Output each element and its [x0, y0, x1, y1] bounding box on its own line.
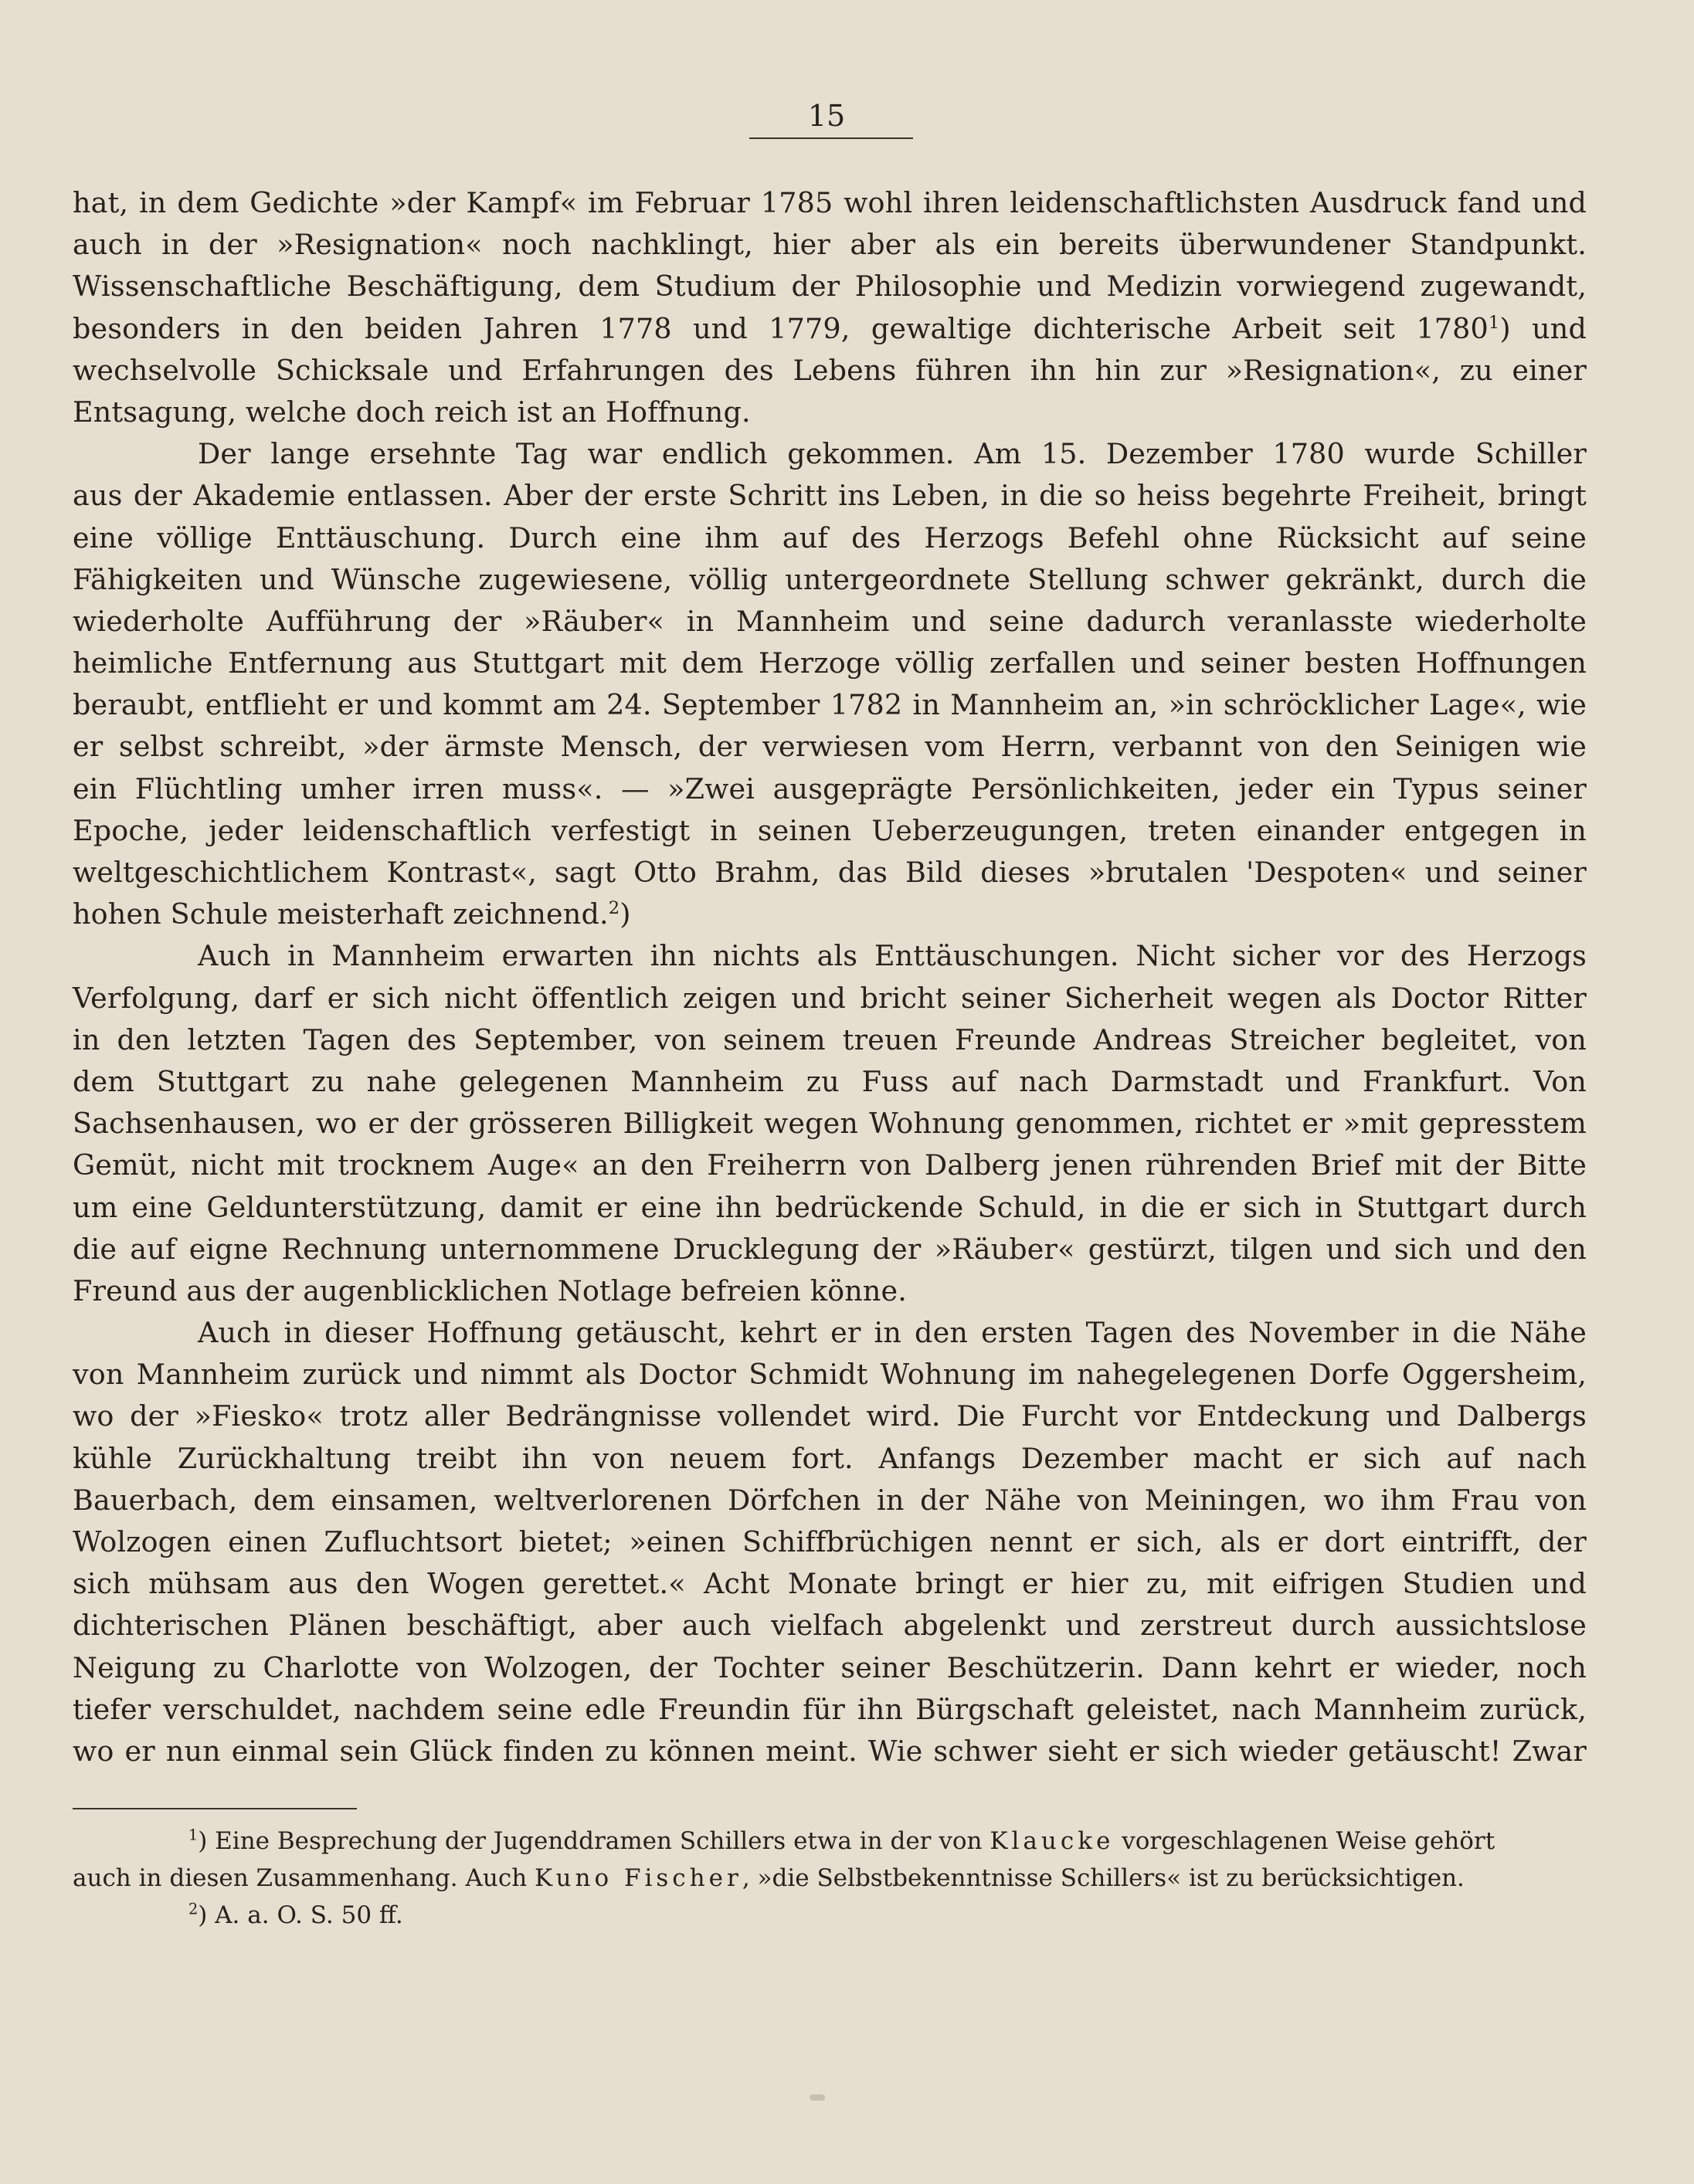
text-line: Epoche, jeder leidenschaftlich verfestigt in seinen Ueberzeugungen, treten einander entgegen in: [73, 813, 1587, 847]
text-line: die auf eigne Rechnung unternommene Drucklegung der »Räuber« gestürzt, tilgen und sich und den: [73, 1232, 1587, 1266]
footnote-author-name: Kuno Fischer: [535, 1864, 742, 1892]
text-line: Fähigkeiten und Wünsche zugewiesene, völlig untergeordnete Stellung schwer gekränkt, durch die: [73, 562, 1587, 596]
footnote-ref-2: 2: [608, 898, 620, 919]
header-rule: [749, 137, 913, 139]
footnote-text: ) A. a. O. S. 50 ff.: [198, 1901, 403, 1929]
text-line-with-footnote-ref: [73, 308, 1587, 350]
text-line: sich mühsam aus den Wogen gerettet.« Acht Monate bringt er hier zu, mit eifrigen Studien und: [73, 1567, 1587, 1601]
text-line: wo der »Fiesko« trotz aller Bedrängnisse vollendet wird. Die Furcht vor Entdeckung und Dalbergs: [73, 1399, 1587, 1433]
text-line: Verfolgung, darf er sich nicht öffentlich zeigen und bricht seiner Sicherheit wegen als Doctor Ritter: [73, 981, 1587, 1015]
text-line: weltgeschichtlichem Kontrast«, sagt Otto Brahm, das Bild dieses »brutalen 'Despoten« und seiner: [73, 856, 1587, 889]
text-line: auch in der »Resignation« noch nachklingt, hier aber als ein bereits überwundener Standpunkt.: [73, 228, 1587, 262]
text-line: Wolzogen einen Zufluchtsort bietet; »einen Schiffbrüchigen nennt er sich, als er dort eintrifft, der: [73, 1525, 1587, 1558]
footnote-ref-1: 1: [1488, 312, 1500, 333]
text-line: Der lange ersehnte Tag war endlich gekommen. Am 15. Dezember 1780 wurde Schiller: [198, 437, 1587, 471]
text-line: aus der Akademie entlassen. Aber der erste Schritt ins Leben, in die so heiss begehrte Freiheit, bringt: [73, 479, 1587, 513]
text-line: Auch in Mannheim erwarten ihn nichts als Enttäuschungen. Nicht sicher vor des Herzogs: [198, 939, 1587, 973]
text-line: in den letzten Tagen des September, von seinem treuen Freunde Andreas Streicher begleitet, von: [73, 1022, 1587, 1056]
text-line: Wissenschaftliche Beschäftigung, dem Studium der Philosophie und Medizin vorwiegend zugewandt,: [73, 270, 1587, 304]
footnote-ref-close: ): [620, 897, 631, 931]
text-line: Auch in dieser Hoffnung getäuscht, kehrt er in den ersten Tagen des November in die Nähe: [198, 1316, 1587, 1350]
text-line: dem Stuttgart zu nahe gelegenen Mannheim zu Fuss auf nach Darmstadt und Frankfurt. Von: [73, 1064, 1587, 1098]
text-line: ein Flüchtling umher irren muss«. — »Zwei ausgeprägte Persönlichkeiten, jeder ein Typus seiner: [73, 772, 1587, 805]
text-line: von Mannheim zurück und nimmt als Doctor Schmidt Wohnung im nahegelegenen Dorfe Oggersheim,: [73, 1358, 1587, 1392]
paper-stain: [810, 2094, 825, 2101]
page-number: 15: [807, 99, 846, 133]
text-line: Gemüt, nicht mit trocknem Auge« an den Freiherrn von Dalberg jenen rührenden Brief mit der Bitte: [73, 1148, 1587, 1182]
text-segment: und: [1532, 311, 1587, 345]
text-line: hat, in dem Gedichte »der Kampf« im Februar 1785 wohl ihren leidenschaftlichsten Ausdruck fand und: [73, 186, 1587, 219]
text-line: beraubt, entflieht er und kommt am 24. September 1782 in Mannheim an, »in schröcklicher Lage«, wie: [73, 688, 1587, 722]
footnote-marker-2: 2: [188, 1900, 199, 1918]
body-text: [73, 182, 1587, 1772]
footnote-author-name: Klaucke: [990, 1827, 1115, 1855]
footnote-text: ) Eine Besprechung der Jugenddramen Schillers etwa in der von: [198, 1827, 990, 1855]
footnote-ref-close: ): [1499, 311, 1511, 345]
text-line: eine völlige Enttäuschung. Durch eine ihm auf des Herzogs Befehl ohne Rücksicht auf seine: [73, 521, 1587, 554]
text-line: er selbst schreibt, »der ärmste Mensch, der verwiesen vom Herrn, verbannt von den Seinigen wie: [73, 730, 1587, 764]
text-line: wechselvolle Schicksale und Erfahrungen des Lebens führen ihn hin zur »Resignation«, zu einer: [73, 353, 1587, 387]
footnote-1-line-2: [73, 1860, 1587, 1897]
footnote-1-line-1: [73, 1823, 1587, 1860]
footnote-text: auch in diesen Zusammenhang. Auch: [73, 1864, 535, 1892]
footnote-marker-1: 1: [188, 1826, 199, 1844]
text-line: wiederholte Aufführung der »Räuber« in Mannheim und seine dadurch veranlasste wiederholte: [73, 604, 1587, 638]
text-line: heimliche Entfernung aus Stuttgart mit dem Herzoge völlig zerfallen und seiner besten Hoffnungen: [73, 646, 1587, 680]
text-line: kühle Zurückhaltung treibt ihn von neuem fort. Anfangs Dezember macht er sich auf nach: [73, 1441, 1587, 1475]
text-segment: besonders in den beiden Jahren 1778 und 1779, gewaltige dichterische Arbeit seit 1780: [73, 311, 1489, 345]
text-line: Neigung zu Charlotte von Wolzogen, der Tochter seiner Beschützerin. Dann kehrt er wieder, noch: [73, 1650, 1587, 1684]
footnote-rule: [73, 1808, 357, 1809]
text-line: um eine Geldunterstützung, damit er eine ihn bedrückende Schuld, in die er sich in Stuttgart durch: [73, 1190, 1587, 1224]
text-line-with-footnote-ref: [73, 894, 1587, 935]
text-line: Freund aus der augenblicklichen Notlage befreien könne.: [73, 1273, 908, 1307]
footnote-2: [73, 1897, 1587, 1934]
text-line: Entsagung, welche doch reich ist an Hoffnung.: [73, 395, 751, 429]
text-line: wo er nun einmal sein Glück finden zu können meint. Wie schwer sieht er sich wieder getäuscht! Zwar: [73, 1734, 1587, 1768]
footnotes: [73, 1823, 1587, 1934]
text-line: dichterischen Plänen beschäftigt, aber auch vielfach abgelenkt und zerstreut durch aussichtslose: [73, 1609, 1587, 1643]
footnote-text: , »die Selbstbekenntnisse Schillers« ist zu berücksichtigen.: [742, 1864, 1465, 1892]
text-segment: hohen Schule meisterhaft zeichnend.: [73, 897, 609, 931]
text-line: tiefer verschuldet, nachdem seine edle Freundin für ihn Bürgschaft geleistet, nach Mannheim zurück,: [73, 1692, 1587, 1726]
footnote-text: vorgeschlagenen Weise gehört: [1114, 1827, 1495, 1855]
text-line: Sachsenhausen, wo er der grösseren Billigkeit wegen Wohnung genommen, richtet er »mit gepresstem: [73, 1107, 1587, 1141]
text-line: Bauerbach, dem einsamen, weltverlorenen Dörfchen in der Nähe von Meiningen, wo ihm Frau von: [73, 1483, 1587, 1517]
